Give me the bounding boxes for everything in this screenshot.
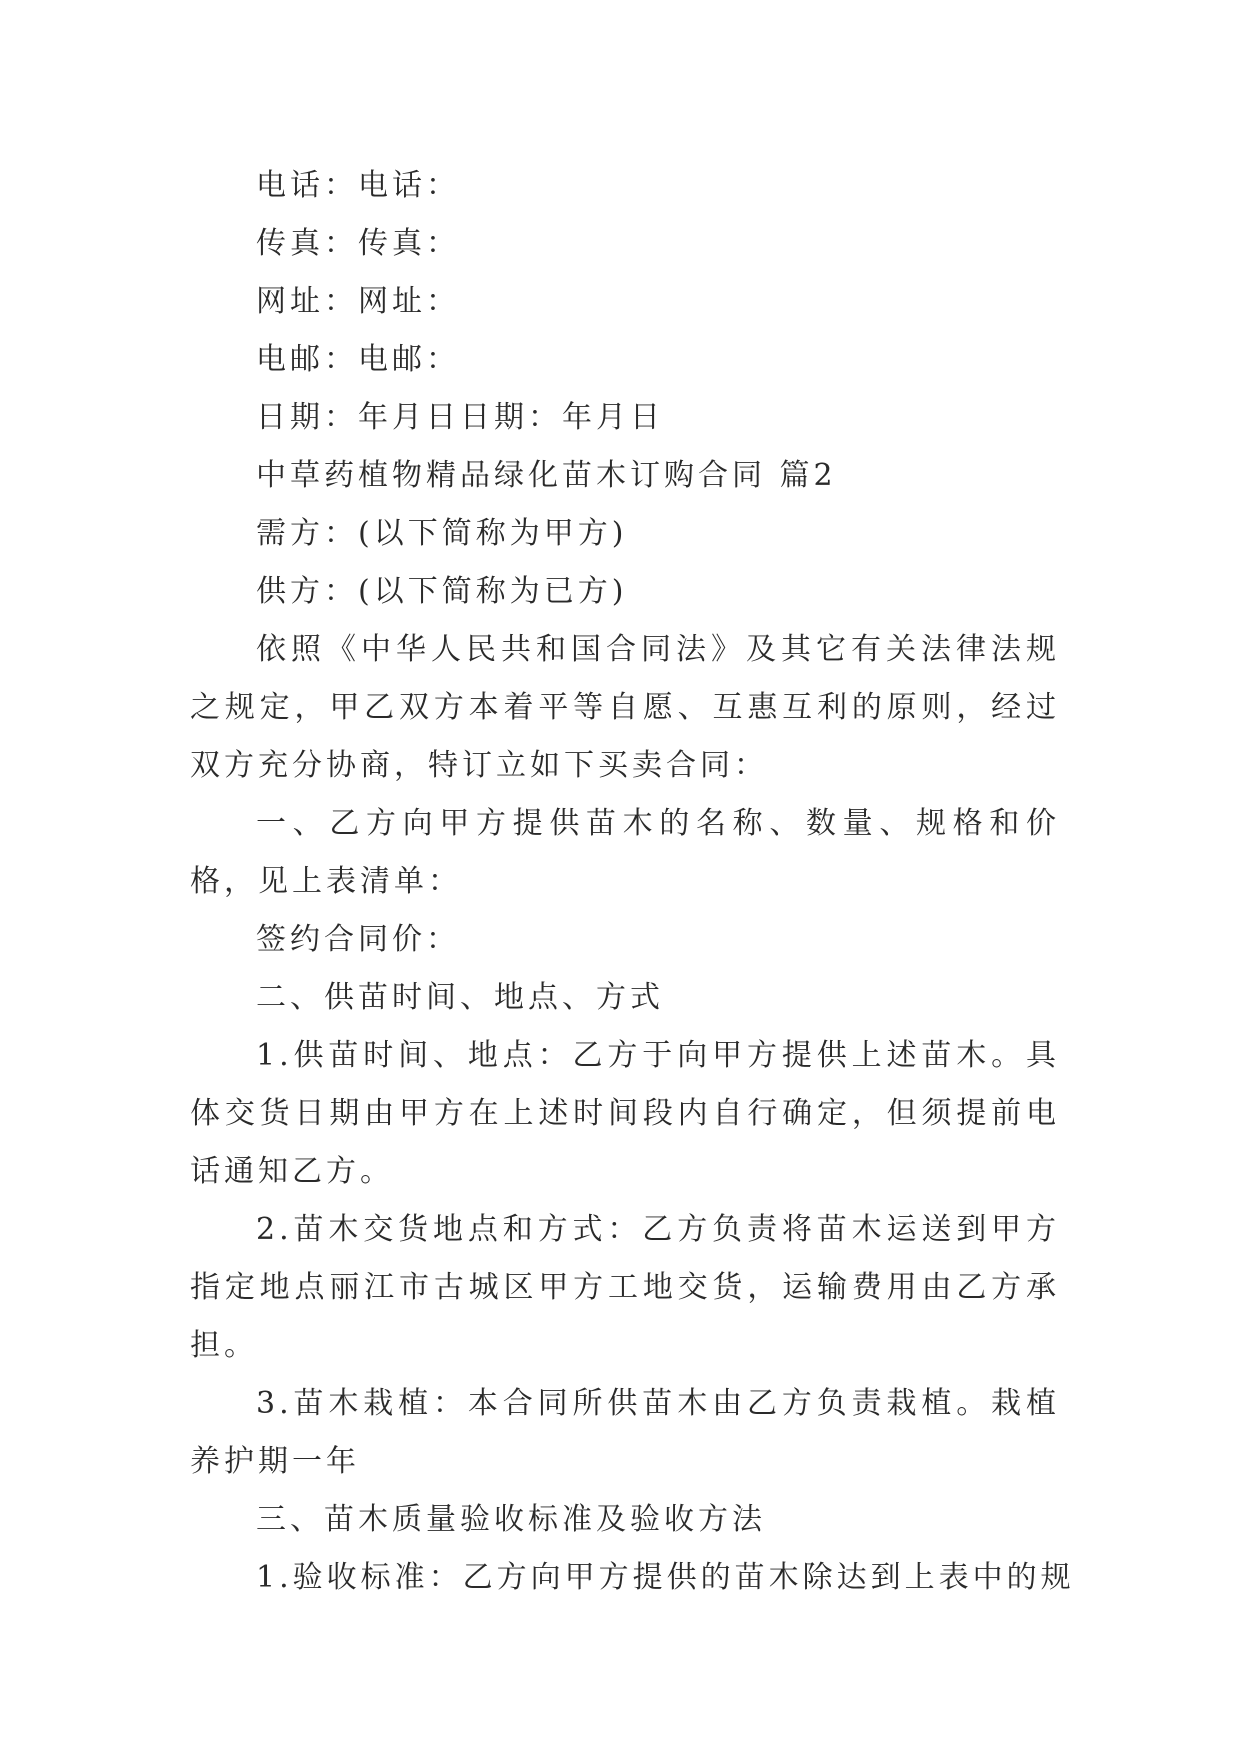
- clause-2-2-paragraph: 2.苗木交货地点和方式：乙方负责将苗木运送到甲方指定地点丽江市古城区甲方工地交货，运输费用由乙方承担。: [190, 1212, 1060, 1363]
- clause-2-3-paragraph: 3.苗木栽植：本合同所供苗木由乙方负责栽植。栽植养护期一年: [190, 1386, 1060, 1479]
- contract-price-line: 签约合同价：: [256, 922, 460, 957]
- clause-2-1-paragraph: 1.供苗时间、地点：乙方于向甲方提供上述苗木。具体交货日期由甲方在上述时间段内自行确定，但须提前电话通知乙方。: [190, 1038, 1060, 1189]
- supplier-line: 供方：(以下简称为已方): [256, 574, 628, 609]
- section-2-heading: 二、供苗时间、地点、方式: [256, 980, 664, 1015]
- preamble-paragraph: 依照《中华人民共和国合同法》及其它有关法律法规之规定，甲乙双方本着平等自愿、互惠互利的原则，经过双方充分协商，特订立如下买卖合同：: [190, 632, 1060, 783]
- email-line: 电邮：电邮：: [256, 342, 460, 377]
- clause-3-1-paragraph: 1.验收标准：乙方向甲方提供的苗木除达到上表中的规: [256, 1560, 1075, 1595]
- section-3-heading: 三、苗木质量验收标准及验收方法: [256, 1502, 766, 1537]
- fax-line: 传真：传真：: [256, 226, 460, 261]
- clause-1-paragraph: 一、乙方向甲方提供苗木的名称、数量、规格和价格，见上表清单：: [190, 806, 1060, 899]
- phone-line: 电话：电话：: [256, 168, 460, 203]
- contract-title: 中草药植物精品绿化苗木订购合同 篇2: [256, 458, 837, 493]
- website-line: 网址：网址：: [256, 284, 460, 319]
- buyer-line: 需方：(以下简称为甲方): [256, 516, 628, 551]
- document-body: [190, 157, 1075, 1607]
- date-line: 日期：年月日日期：年月日: [256, 400, 664, 435]
